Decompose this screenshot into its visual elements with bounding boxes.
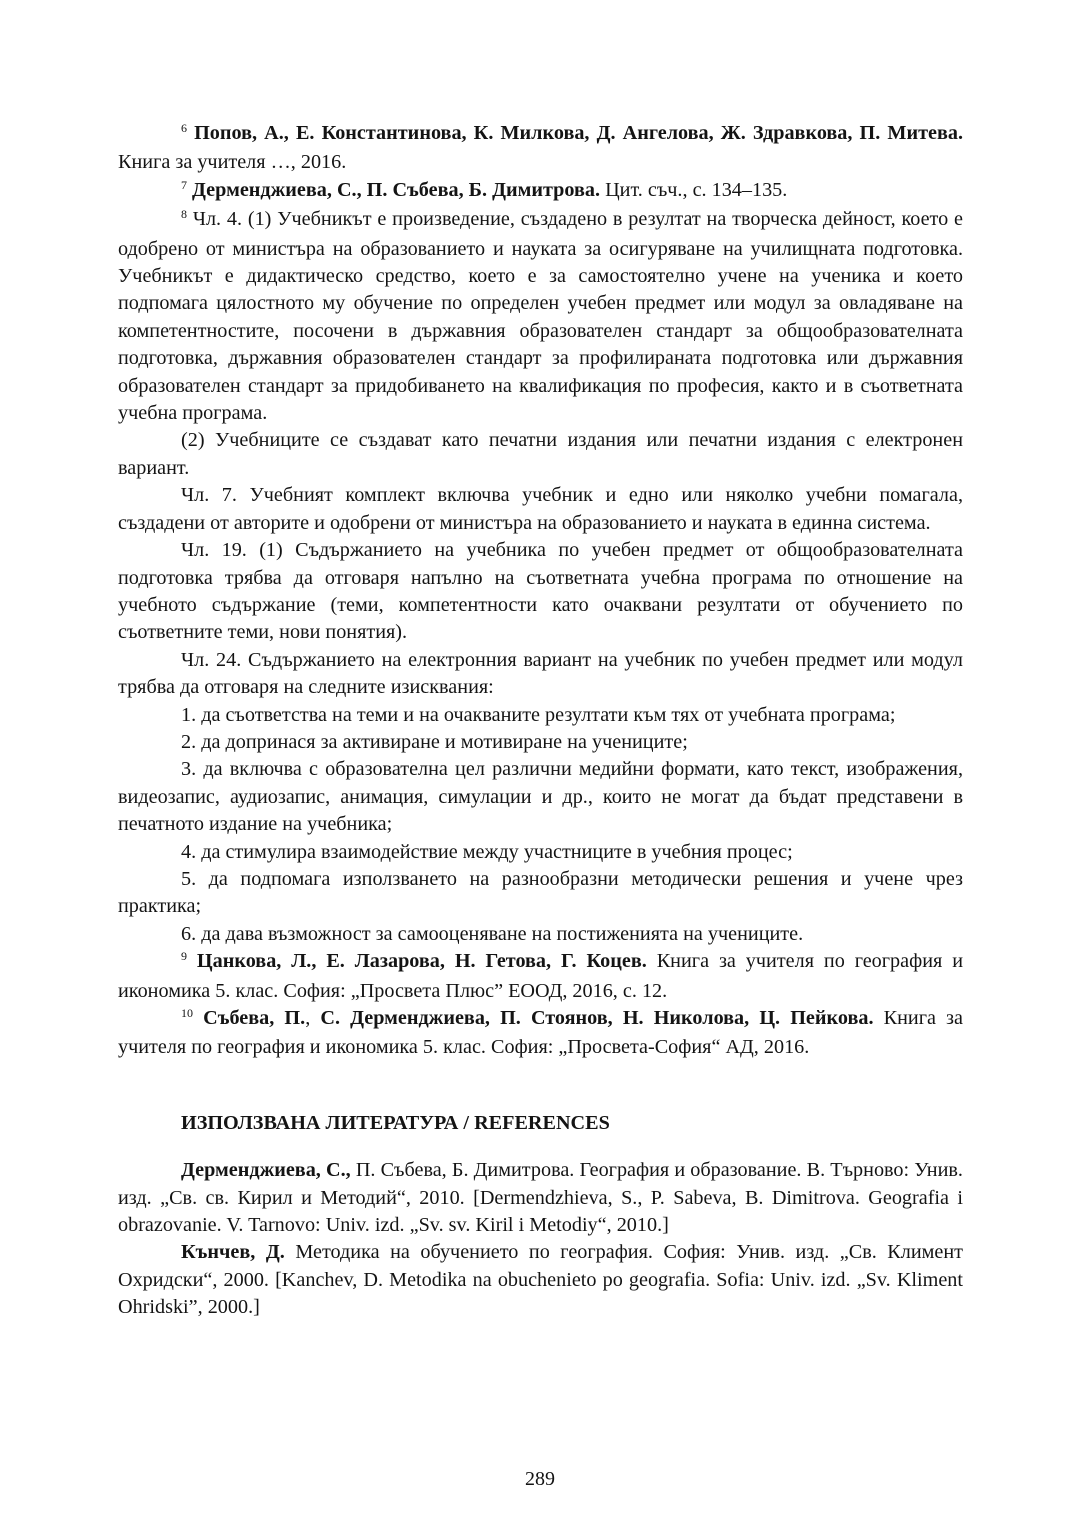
footnote-separator: , [305, 1007, 321, 1029]
references-heading: ИЗПОЛЗВАНА ЛИТЕРАТУРА / REFERENCES [181, 1111, 610, 1134]
law-paragraph: Чл. 7. Учебният комплект включва учебник и едно или няколко учебни помагала, създадени от авторите и одобрени от министъра на образованието и науката в единна система. [118, 484, 963, 534]
law-paragraph: Чл. 24. Съдържанието на електронния вариант на учебник по учебен предмет или модул трябва да отговаря на следните изисквания: [118, 648, 963, 699]
footnote-text: Книга за учителя …, 2016. [118, 151, 347, 174]
requirement-item: 2. да допринася за активиране и мотивиране на учениците; [181, 730, 688, 753]
footnote-9 [118, 948, 963, 1005]
footnote-number: 6 [181, 121, 187, 135]
footnote-authors: Цанкова, Л., Е. Лазарова, Н. Гетова, Г. Коцев. [196, 950, 647, 973]
footnote-authors: Събева, П. [203, 1007, 306, 1029]
footnote-authors: С. Дерменджиева, П. Стоянов, Н. Николова, Ц. Пейкова. [320, 1007, 874, 1029]
footnote-number: 8 [181, 207, 187, 222]
footnote-text: Книга за учителя по география и икономика 5. клас. София: „Просвета Плюс” ЕООД, 2016, с. 12. [118, 950, 963, 1002]
requirement-item: 1. да съответства на теми и на очакваните резултати към тях от учебната програма; [181, 703, 896, 726]
reference-entry [118, 1157, 963, 1239]
reference-text: Методика на обучението по география. София: Унив. изд. „Св. Климент Охридски“, 2000. [Kanchev, D. Metodika na obuchenieto po geografia. Sofia: Univ. izd. „Sv. Kliment Ohridski”, 2000.] [118, 1241, 963, 1319]
law-paragraph: (2) Учебниците се създават като печатни издания или печатни издания с електронен вариант. [118, 429, 963, 479]
law-paragraph: Чл. 19. (1) Съдържанието на учебника по учебен предмет от общообразователната подготовка трябва да отговаря напълно на съответната учебна програма по отношение на учебното съдържание (теми, компетентности като очаквани резултати от обучението по съответните теми, нови понятия). [118, 539, 963, 644]
page-content [118, 120, 963, 1322]
page-number: 289 [525, 1468, 555, 1490]
footnote-number: 10 [181, 1006, 193, 1020]
requirement-item: 3. да включва с образователна цел различни медийни формати, като текст, изображения, видеозапис, аудиозапис, анимация, симулации и др., които не могат да бъдат представени в печатното издание на учебника; [118, 758, 963, 836]
requirement-item: 6. да дава възможност за самооценяване на постиженията на учениците. [181, 922, 804, 945]
footnote-text: Цит. съч., с. 134–135. [600, 178, 788, 201]
reference-entry [118, 1239, 963, 1321]
footnote-authors: Дерменджиева, С., П. Събева, Б. Димитрова. [192, 178, 601, 201]
reference-author: Кънчев, Д. [181, 1241, 285, 1264]
reference-author: Дерменджиева, С., [181, 1159, 351, 1182]
footnote-6 [118, 120, 963, 177]
footnote-text: Чл. 4. (1) Учебникът е произведение, създадено в резултат на творческа дейност, което е одобрено от министъра на образованието и науката за осигуряване на училищната подготовка. Учебникът е дидактическо средство, което е за самостоятелно учене на ученика и което подпомага цялостното му обучение по определен учебен предмет или модул за овладяване на компетентностите, посочени в държавния образователен стандарт за общообразователната подготовка, държавния образователен стандарт за профилираната подготовка или държавния образователен стандарт за придобиването на квалификация по професия, както и в съответната учебна програма. [118, 208, 963, 425]
reference-text: П. Събева, Б. Димитрова. География и образование. В. Търново: Унив. изд. „Св. св. Кирил и Методий“, 2010. [Dermendzhieva, S., P. Sabeva, B. Dimitrova. Geografia i obrazovanie. V. Tarnovo: Univ. izd. „Sv. sv. Kiril i Metodiy“, 2010.] [118, 1159, 963, 1237]
footnote-number: 9 [181, 949, 187, 964]
requirement-item: 4. да стимулира взаимодействие между участниците в учебния процес; [181, 840, 793, 863]
footnote-7 [118, 177, 963, 206]
footnote-number: 7 [181, 177, 187, 192]
footnote-10 [118, 1005, 963, 1062]
footnote-text: Книга за учителя по география и икономика 5. клас. София: „Просвета-София“ АД, 2016. [118, 1007, 963, 1059]
footnote-8 [118, 206, 963, 427]
requirement-item: 5. да подпомага използването на разнообразни методически решения и учене чрез практика; [118, 867, 963, 918]
footnote-authors: Попов, А., Е. Константинова, К. Милкова, Д. Ангелова, Ж. Здравкова, П. Митева. [194, 122, 964, 144]
